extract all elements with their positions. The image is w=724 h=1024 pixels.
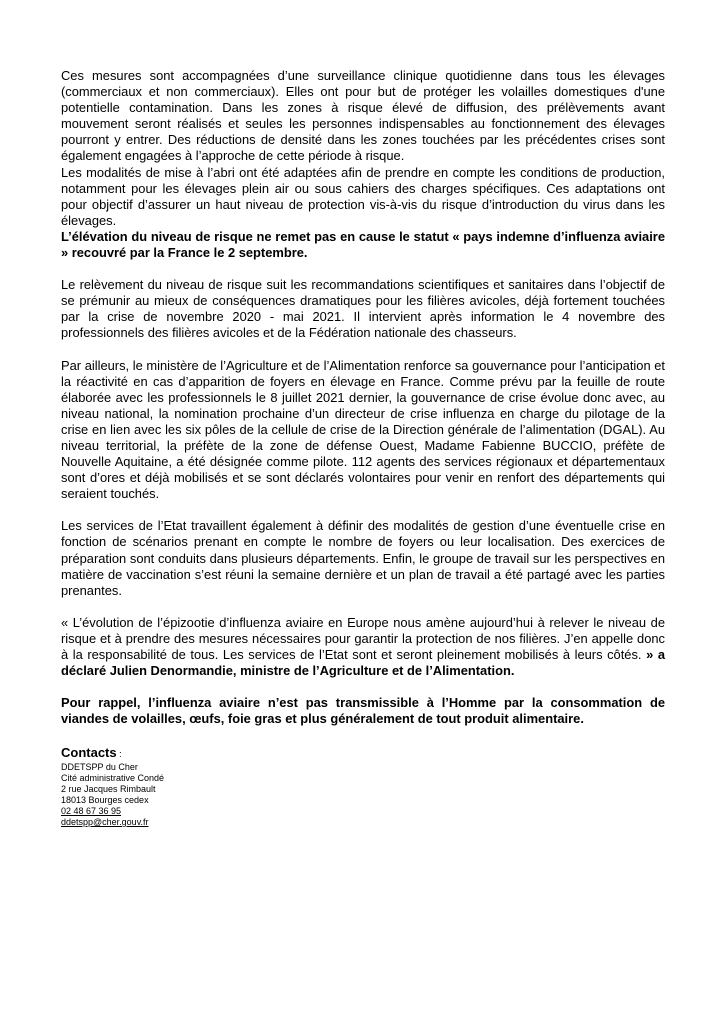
quote-attribution: » a déclaré Julien Denormandie, ministre de l’Agriculture et de l’Alimentation. — [61, 647, 665, 679]
paragraph-gouvernance: Par ailleurs, le ministère de l’Agriculture et de l’Alimentation renforce sa gouvernance pour l’anticipation et la réactivité en cas d’apparition de foyers en élevage en France. Comme prévu par la feuille de route élaborée avec les professionnels le 8 juillet 2021 dernier, la gouvernance de crise évolue donc avec, au niveau national, la nomination prochaine d’un directeur de crise influenza en charge du pilotage de la crise en lien avec les six pôles de la cellule de crise de la Direction générale de l’alimentation (DGAL). Au niveau territorial, la préfète de la zone de défense Ouest, Madame Fabienne BUCCIO, préfète de Nouvelle Aquitaine, a été désignée comme pilote. 112 agents des services régionaux et départementaux sont d’ores et déjà mobilisés et se sont déclarés volontaires pour venir en renfort des départements qui seraient touchés. — [61, 357, 665, 502]
paragraph-services-etat: Les services de l’Etat travaillent également à définir des modalités de gestion d’une éventuelle crise en fonction de scénarios prenant en compte le nombre de foyers ou leur localisation. Des exercices de préparation sont conduits dans plusieurs départements. Enfin, le groupe de travail sur les perspectives en matière de vaccination s’est réuni la semaine dernière et un plan de travail a été partagé avec les parties prenantes. — [61, 518, 665, 598]
paragraph-relevement-risque: Le relèvement du niveau de risque suit les recommandations scientifiques et sanitaires dans l’objectif de se prémunir au mieux de conséquences dramatiques pour les filières avicoles, déjà fortement touchées par la crise de novembre 2020 - mai 2021. Il intervient après information le 4 novembre des professionnels des filières avicoles et de la Fédération nationale des chasseurs. — [61, 277, 665, 341]
contacts-heading — [61, 745, 361, 762]
quote-text: « L’évolution de l’épizootie d’influenza aviaire en Europe nous amène aujourd’hui à relever le niveau de risque et à prendre des mesures nécessaires pour garantir la protection de nos filières. J’en appelle donc à la responsabilité de tous. Les services de l’Etat sont et seront pleinement mobilisés à leurs côtés. — [61, 614, 665, 662]
paragraph-statut-indemne: L’élévation du niveau de risque ne remet pas en cause le statut « pays indemne d’influenza aviaire » recouvré par la France le 2 septembre. — [61, 228, 665, 261]
paragraph-quote — [61, 615, 665, 679]
contact-organization: DDETSPP du Cher — [61, 762, 138, 772]
paragraph-surveillance: Ces mesures sont accompagnées d’une surveillance clinique quotidienne dans tous les élevages (commerciaux et non commerciaux). Elles ont pour but de protéger les volailles domestiques d'une potentielle contamination. Dans les zones à risque élevé de diffusion, des prélèvements avant mouvement seront réalisés et seules les personnes indispensables au fonctionnement des élevages pourront y entrer. Des réductions de densité dans les zones touchées par les précédentes crises sont également engagées à l’approche de cette période à risque. — [61, 68, 665, 164]
contact-city: 18013 Bourges cedex — [61, 795, 149, 805]
contact-phone-link[interactable]: 02 48 67 36 95 — [61, 806, 122, 816]
contacts-heading-label: Contacts — [61, 745, 117, 760]
paragraph-rappel: Pour rappel, l’influenza aviaire n’est pas transmissible à l’Homme par la consommation de viandes de volailles, œufs, foie gras et plus généralement de tout produit alimentaire. — [61, 695, 665, 727]
contact-building: Cité administrative Condé — [61, 773, 165, 783]
document-body — [61, 68, 665, 727]
contact-street: 2 rue Jacques Rimbault — [61, 784, 156, 794]
contact-email-link[interactable]: ddetspp@cher.gouv.fr — [61, 817, 149, 827]
paragraph-mise-a-labri: Les modalités de mise à l’abri ont été adaptées afin de prendre en compte les conditions de production, notamment pour les élevages plein air ou sous cahiers des charges spécifiques. Ces adaptations ont pour objectif d’assurer un haut niveau de protection vis-à-vis du risque d’introduction du virus dans les élevages. — [61, 164, 665, 228]
contacts-heading-colon: : — [116, 749, 122, 759]
contacts-block — [61, 745, 361, 828]
